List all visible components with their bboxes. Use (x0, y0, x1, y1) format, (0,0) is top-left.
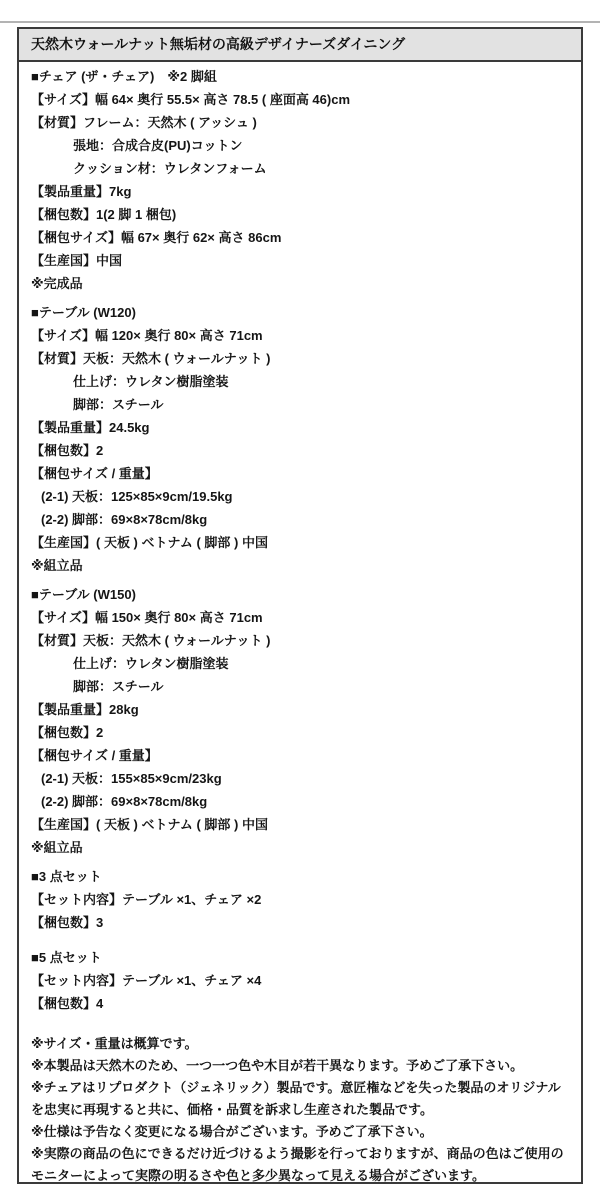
spec-line: 【セット内容】テーブル ×1、チェア ×4 (31, 973, 262, 988)
spec-line: 【製品重量】24.5kg (31, 420, 150, 435)
spec-line: 脚部：スチール (73, 397, 164, 412)
section-heading: ■テーブル (W120) (31, 305, 136, 320)
notes-block (31, 1033, 571, 1184)
spec-sheet-body (19, 62, 581, 1184)
note-line: ※サイズ・重量は概算です。 (31, 1036, 198, 1051)
spec-line: 【梱包数】2 (31, 725, 104, 740)
spec-line: 【梱包サイズ】幅 67× 奥行 62× 高さ 86cm (31, 230, 282, 245)
spec-line: 【製品重量】28kg (31, 702, 139, 717)
spec-line: 【セット内容】テーブル ×1、チェア ×2 (31, 892, 262, 907)
section-heading: ■テーブル (W150) (31, 587, 136, 602)
spec-line: 【サイズ】幅 64× 奥行 55.5× 高さ 78.5 ( 座面高 46)cm (31, 92, 351, 107)
spec-line: ※組立品 (31, 558, 83, 573)
section-table-w120 (31, 301, 571, 577)
spec-line: ※完成品 (31, 276, 83, 291)
spec-line: 【製品重量】7kg (31, 184, 132, 199)
section-heading: ■チェア (ザ・チェア) ※2 脚組 (31, 69, 217, 84)
note-line: ※仕様は予告なく変更になる場合がございます。予めご了承下さい。 (31, 1124, 433, 1139)
spec-line: 【梱包数】3 (31, 915, 104, 930)
section-chair (31, 65, 571, 295)
section-set-3 (31, 865, 571, 934)
top-divider (0, 21, 600, 23)
spec-line: 【材質】天板：天然木 ( ウォールナット ) (31, 633, 271, 648)
spec-line: 【梱包サイズ / 重量】 (31, 466, 158, 481)
note-line: ※実際の商品の色にできるだけ近づけるよう撮影を行っておりますが、商品の色はご使用のモニターによって実際の明るさや色と多少異なって見える場合がございます。 (31, 1146, 564, 1183)
spec-line: 仕上げ：ウレタン樹脂塗装 (73, 374, 229, 389)
note-line: ※本製品は天然木のため、一つ一つ色や木目が若干異なります。予めご了承下さい。 (31, 1058, 524, 1073)
spec-sheet-title: 天然木ウォールナット無垢材の高級デザイナーズダイニング (19, 29, 581, 62)
spec-line: 【材質】フレーム：天然木 ( アッシュ ) (31, 115, 257, 130)
spec-line: 【梱包数】4 (31, 996, 104, 1011)
section-table-w150 (31, 583, 571, 859)
note-line: ※チェアはリプロダクト（ジェネリック）製品です。意匠権などを失った製品のオリジナルを忠実に再現すると共に、価格・品質を訴求し生産された製品です。 (31, 1080, 561, 1117)
spec-line: (2-1) 天板：155×85×9cm/23kg (41, 771, 222, 786)
spec-line: 仕上げ：ウレタン樹脂塗装 (73, 656, 229, 671)
spec-line: 【材質】天板：天然木 ( ウォールナット ) (31, 351, 271, 366)
spec-line: クッション材：ウレタンフォーム (73, 161, 267, 176)
section-set-5 (31, 946, 571, 1015)
spec-line: (2-1) 天板：125×85×9cm/19.5kg (41, 489, 233, 504)
spec-line: 【生産国】( 天板 ) ベトナム ( 脚部 ) 中国 (31, 817, 268, 832)
spec-line: ※組立品 (31, 840, 83, 855)
spec-line: 張地：合成合皮(PU)コットン (73, 138, 243, 153)
spec-line: (2-2) 脚部：69×8×78cm/8kg (41, 512, 208, 527)
spec-line: 【生産国】中国 (31, 253, 123, 268)
spec-line: 【サイズ】幅 120× 奥行 80× 高さ 71cm (31, 328, 263, 343)
spec-line: 【梱包数】1(2 脚 1 梱包) (31, 207, 177, 222)
spec-line: 【サイズ】幅 150× 奥行 80× 高さ 71cm (31, 610, 263, 625)
spec-line: 脚部：スチール (73, 679, 164, 694)
spec-line: (2-2) 脚部：69×8×78cm/8kg (41, 794, 208, 809)
section-heading: ■3 点セット (31, 869, 102, 884)
spec-line: 【梱包数】2 (31, 443, 104, 458)
spec-line: 【生産国】( 天板 ) ベトナム ( 脚部 ) 中国 (31, 535, 268, 550)
section-heading: ■5 点セット (31, 950, 102, 965)
spec-sheet-box (17, 27, 583, 1184)
spec-line: 【梱包サイズ / 重量】 (31, 748, 158, 763)
